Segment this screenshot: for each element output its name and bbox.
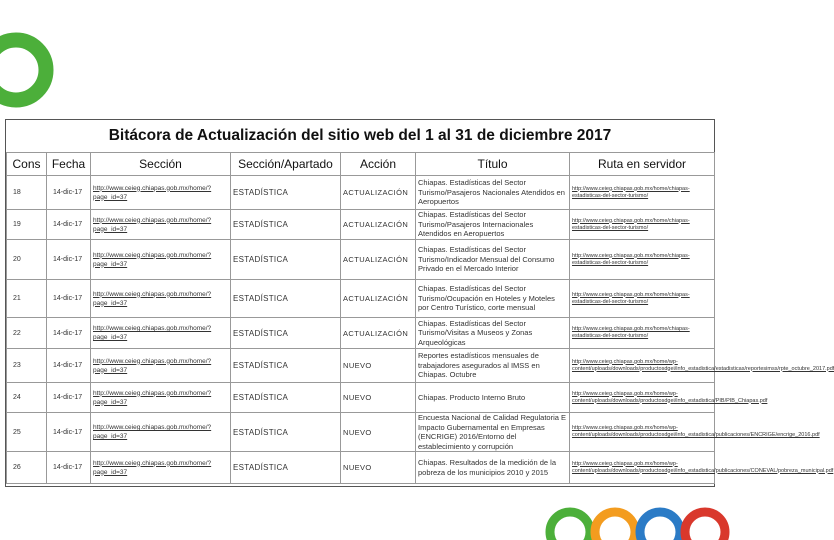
ruta-link[interactable]: http://www.ceieg.chiapas.gob.mx/home/wp-content/uploads/downloads/productosdgei/info_estadistica/PIB/PIB_Chiapas.pdf: [572, 390, 768, 404]
accion-cell: ACTUALIZACIÓN: [341, 210, 416, 240]
table-row: [7, 240, 715, 280]
titulo-cell: Chiapas. Estadísticas del Sector Turismo/Pasajeros Internacionales Atendidos en Aeropuertos: [416, 210, 570, 240]
cons-cell: 22: [7, 318, 47, 349]
bitacora-table: [6, 152, 834, 484]
accion-cell: NUEVO: [341, 349, 416, 383]
seccion-link[interactable]: http://www.ceieg.chiapas.gob.mx/home/?page_id=37: [93, 325, 212, 341]
fecha-cell: 14-dic-17: [47, 383, 91, 413]
col-header-ruta: Ruta en servidor: [570, 153, 715, 176]
cons-cell: 25: [7, 413, 47, 452]
accion-cell: ACTUALIZACIÓN: [341, 176, 416, 210]
apartado-cell: ESTADÍSTICA: [231, 210, 341, 240]
fecha-cell: 14-dic-17: [47, 452, 91, 484]
cons-cell: 19: [7, 210, 47, 240]
titulo-cell: Chiapas. Estadísticas del Sector Turismo/Ocupación en Hoteles y Moteles por Centro Turístico, corte mensual: [416, 280, 570, 318]
apartado-cell: ESTADÍSTICA: [231, 318, 341, 349]
apartado-cell: ESTADÍSTICA: [231, 413, 341, 452]
orange-circle-icon: [595, 512, 635, 540]
table-row: [7, 452, 715, 484]
titulo-cell: Chiapas. Estadísticas del Sector Turismo/Indicador Mensual del Consumo Privado en el Mercado Interior: [416, 240, 570, 280]
accion-cell: ACTUALIZACIÓN: [341, 318, 416, 349]
table-row: [7, 383, 715, 413]
fecha-cell: 14-dic-17: [47, 413, 91, 452]
table-row: [7, 176, 715, 210]
seccion-link[interactable]: http://www.ceieg.chiapas.gob.mx/home/?page_id=37: [93, 251, 212, 268]
apartado-cell: ESTADÍSTICA: [231, 452, 341, 484]
ruta-link[interactable]: http://www.ceieg.chiapas.gob.mx/home/wp-content/uploads/downloads/productosdgei/info_estadistica/estadisticas/reportesimss/rpte_octubre_2017.pdf: [572, 358, 834, 372]
table-row: [7, 280, 715, 318]
apartado-cell: ESTADÍSTICA: [231, 176, 341, 210]
red-circle-icon: [685, 512, 725, 540]
apartado-cell: ESTADÍSTICA: [231, 383, 341, 413]
cons-cell: 21: [7, 280, 47, 318]
cons-cell: 26: [7, 452, 47, 484]
titulo-cell: Encuesta Nacional de Calidad Regulatoria E Impacto Gubernamental en Empresas (ENCRIGE) 2016/Entorno del establecimiento y corrupción: [416, 413, 570, 452]
apartado-cell: ESTADÍSTICA: [231, 280, 341, 318]
seccion-link[interactable]: http://www.ceieg.chiapas.gob.mx/home/?page_id=37: [93, 290, 212, 307]
page-title: Bitácora de Actualización del sitio web del 1 al 31 de diciembre 2017: [108, 127, 612, 144]
ruta-link[interactable]: http://www.ceieg.chiapas.gob.mx/home/chiapas-estadisticas-del-sector-turismo/: [572, 252, 690, 266]
seccion-link[interactable]: http://www.ceieg.chiapas.gob.mx/home/?page_id=37: [93, 389, 212, 406]
titulo-cell: Chiapas. Resultados de la medición de la pobreza de los municipios 2010 y 2015: [416, 452, 570, 484]
col-header-accion: Acción: [341, 153, 416, 176]
apartado-cell: ESTADÍSTICA: [231, 349, 341, 383]
cons-cell: 20: [7, 240, 47, 280]
blue-circle-icon: [640, 512, 680, 540]
fecha-cell: 14-dic-17: [47, 349, 91, 383]
cons-cell: 23: [7, 349, 47, 383]
table-header-row: [7, 153, 715, 176]
seccion-link[interactable]: http://www.ceieg.chiapas.gob.mx/home/?page_id=37: [93, 424, 212, 440]
col-header-apartado: Sección/Apartado: [231, 153, 341, 176]
col-header-fecha: Fecha: [47, 153, 91, 176]
titulo-cell: Chiapas. Producto Interno Bruto: [416, 383, 570, 413]
ruta-link[interactable]: http://www.ceieg.chiapas.gob.mx/home/chiapas-estadisticas-del-sector-turismo/: [572, 291, 690, 305]
accion-cell: ACTUALIZACIÓN: [341, 280, 416, 318]
fecha-cell: 14-dic-17: [47, 280, 91, 318]
seccion-link[interactable]: http://www.ceieg.chiapas.gob.mx/home/?page_id=37: [93, 216, 212, 233]
fecha-cell: 14-dic-17: [47, 210, 91, 240]
col-header-seccion: Sección: [91, 153, 231, 176]
accion-cell: ACTUALIZACIÓN: [341, 240, 416, 280]
table-row: [7, 349, 715, 383]
fecha-cell: 14-dic-17: [47, 176, 91, 210]
ruta-link[interactable]: http://www.ceieg.chiapas.gob.mx/home/wp-content/uploads/downloads/productosdgei/info_estadistica/publicaciones/ENCRIGE/encrige_2016.pdf: [572, 425, 820, 438]
apartado-cell: ESTADÍSTICA: [231, 240, 341, 280]
ruta-link[interactable]: http://www.ceieg.chiapas.gob.mx/home/chiapas-estadisticas-del-sector-turismo/: [572, 217, 690, 231]
ruta-link[interactable]: http://www.ceieg.chiapas.gob.mx/home/wp-content/uploads/downloads/productosdgei/info_estadistica/publicaciones/CONEVAL/pobreza_municipal.pdf: [572, 460, 834, 474]
cons-cell: 24: [7, 383, 47, 413]
fecha-cell: 14-dic-17: [47, 318, 91, 349]
col-header-titulo: Título: [416, 153, 570, 176]
cons-cell: 18: [7, 176, 47, 210]
partner-logos-icon: [540, 490, 720, 540]
table-row: [7, 210, 715, 240]
titulo-cell: Chiapas. Estadísticas del Sector Turismo/Visitas a Museos y Zonas Arqueológicas: [416, 318, 570, 349]
bitacora-panel: [5, 119, 834, 487]
accion-cell: NUEVO: [341, 383, 416, 413]
accion-cell: NUEVO: [341, 413, 416, 452]
titulo-cell: Chiapas. Estadísticas del Sector Turismo/Pasajeros Nacionales Atendidos en Aeropuertos: [416, 176, 570, 210]
col-header-cons: Cons: [7, 153, 47, 176]
ruta-link[interactable]: http://www.ceieg.chiapas.gob.mx/home/chiapas-estadisticas-del-sector-turismo/: [572, 185, 690, 199]
accion-cell: NUEVO: [341, 452, 416, 484]
table-row: [7, 318, 715, 349]
table-row: [7, 413, 715, 452]
seccion-link[interactable]: http://www.ceieg.chiapas.gob.mx/home/?page_id=37: [93, 184, 212, 201]
logo-icon: [0, 30, 56, 110]
green-circle-icon: [550, 512, 590, 540]
titulo-cell: Reportes estadísticos mensuales de trabajadores asegurados al IMSS en Chiapas. Octubre: [416, 349, 570, 383]
seccion-link[interactable]: http://www.ceieg.chiapas.gob.mx/home/?page_id=37: [93, 459, 212, 476]
ruta-link[interactable]: http://www.ceieg.chiapas.gob.mx/home/chiapas-estadisticas-del-sector-turismo/: [572, 326, 690, 339]
fecha-cell: 14-dic-17: [47, 240, 91, 280]
seccion-link[interactable]: http://www.ceieg.chiapas.gob.mx/home/?page_id=37: [93, 357, 212, 374]
